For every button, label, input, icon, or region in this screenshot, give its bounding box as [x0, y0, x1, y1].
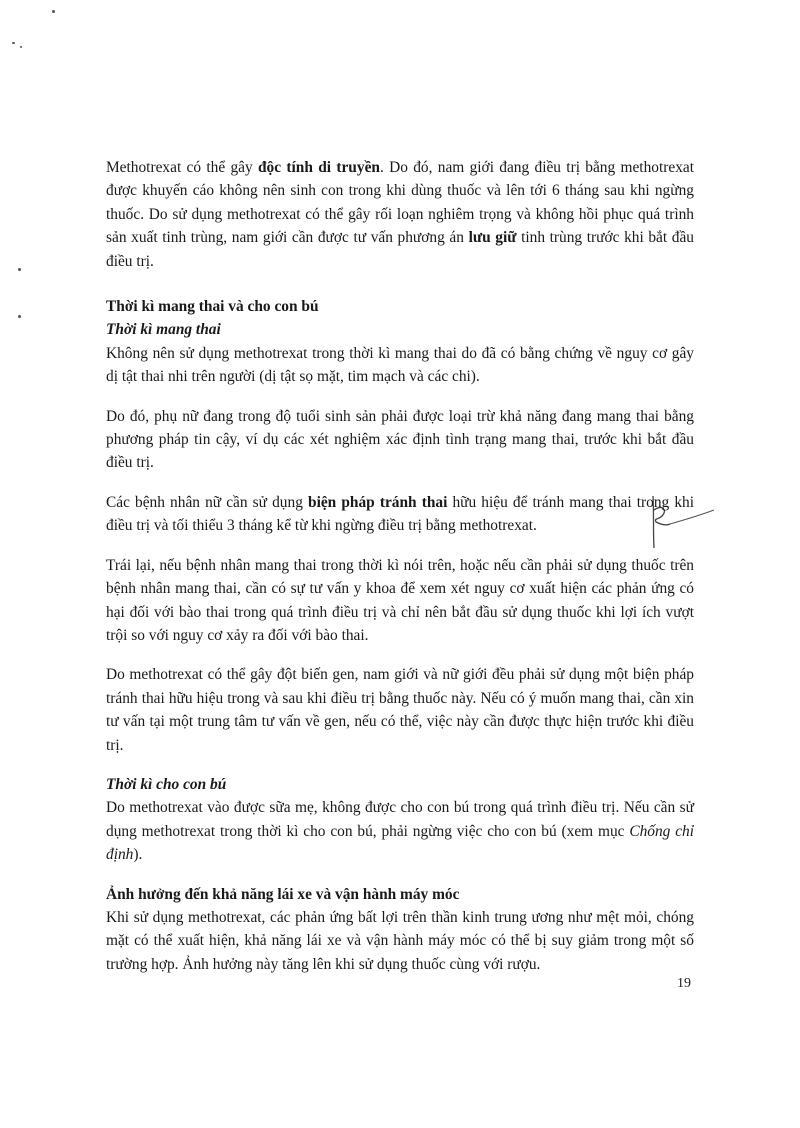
paragraph: Trái lại, nếu bệnh nhân mang thai trong thời kì nói trên, hoặc nếu cần phải sử dụng thuốc trên bệnh nhân mang thai, cần có sự tư vấn y khoa để xem xét nguy cơ xuất hiện các phản ứng có hại đối với bào thai trong quá trình điều trị và chỉ nên bắt đầu sử dụng thuốc khi lợi ích vượt trội so với nguy cơ xảy ra đối với bào thai. — [106, 556, 694, 644]
scan-dot — [20, 46, 22, 48]
text-run: tinh trùng trước khi bắt đầu điều trị. — [106, 229, 694, 270]
bold-term: độc tính di truyền — [258, 159, 380, 176]
paragraph: Khi sử dụng methotrexat, các phản ứng bất lợi trên thần kinh trung ương như mệt mỏi, chóng mặt có thể xuất hiện, khả năng lái xe và vận hành máy móc có thể bị suy giảm trong một số trường hợp. Ảnh hưởng này tăng lên khi sử dụng thuốc cùng với rượu. — [106, 908, 694, 973]
document-body — [106, 156, 694, 976]
paragraph — [106, 796, 694, 866]
text-run: Do methotrexat vào được sữa mẹ, không được cho con bú trong quá trình điều trị. Nếu cần sử dụng methotrexat trong thời kì cho con bú, phải ngừng việc cho con bú (xem mục — [106, 799, 694, 840]
bold-term: biện pháp tránh thai — [308, 493, 448, 511]
section-heading-pregnancy-lactation: Thời kì mang thai và cho con bú — [106, 298, 319, 316]
text-run: hữu hiệu để tránh mang thai trong khi điều trị và tối thiểu 3 tháng kể từ khi ngừng điều trị bằng methotrexat. — [106, 493, 695, 535]
section-heading-driving: Ảnh hưởng đến khả năng lái xe và vận hành máy móc — [106, 885, 460, 903]
scan-dot — [12, 42, 15, 44]
bold-term: lưu giữ — [468, 229, 517, 247]
scan-dot — [18, 268, 21, 271]
text-run: Methotrexat có thể gây — [106, 159, 258, 176]
text-run: Các bệnh nhân nữ cần sử dụng — [106, 493, 309, 511]
subheading-lactation: Thời kì cho con bú — [106, 775, 227, 793]
cross-reference: Chống chỉ định — [106, 822, 694, 864]
subheading-pregnancy: Thời kì mang thai — [106, 321, 221, 339]
scan-dot — [18, 315, 21, 318]
paragraph — [106, 491, 694, 538]
scan-dot — [52, 10, 55, 13]
paragraph: Do đó, phụ nữ đang trong độ tuổi sinh sản phải được loại trừ khả năng đang mang thai bằng phương pháp tin cậy, ví dụ các xét nghiệm xác định tình trạng mang thai, trước khi bắt đầu điều trị. — [106, 407, 694, 472]
text-run: . Do đó, nam giới đang điều trị bằng methotrexat được khuyến cáo không nên sinh con trong khi dùng thuốc và lên tới 6 tháng sau khi ngừng thuốc. Do sử dụng methotrexat có thể gây rối loạn nghiêm trọng và không hồi phục quá trình sản xuất tinh trùng, nam giới cần được tư vấn phương án — [106, 159, 695, 247]
paragraph — [106, 156, 694, 273]
page-number: 19 — [677, 976, 691, 991]
text-run: ). — [133, 846, 143, 864]
paragraph: Không nên sử dụng methotrexat trong thời kì mang thai do đã có bằng chứng về nguy cơ gây dị tật thai nhi trên người (dị tật sọ mặt, tim mạch và các chi). — [106, 344, 694, 386]
paragraph: Do methotrexat có thể gây đột biến gen, nam giới và nữ giới đều phải sử dụng một biện pháp tránh thai hữu hiệu trong và sau khi điều trị bằng thuốc này. Nếu có ý muốn mang thai, cần xin tư vấn tại một trung tâm tư vấn về gen, nếu có thể, việc này cần được thực hiện trước khi điều trị. — [106, 666, 694, 754]
